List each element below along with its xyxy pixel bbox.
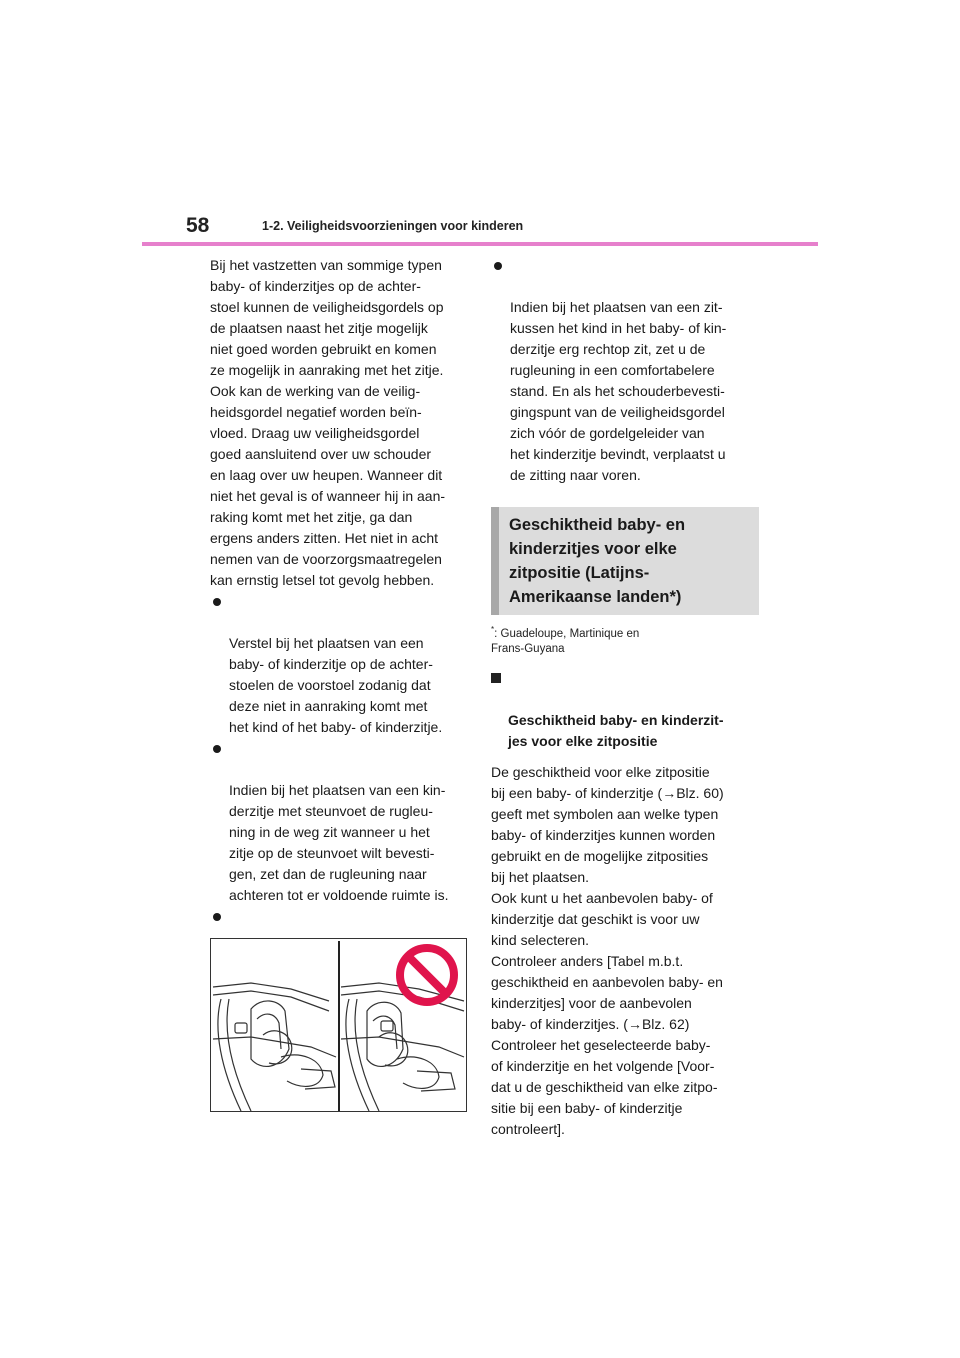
footnote-marker: * [491, 625, 495, 634]
footnote-text: : Guadeloupe, Martinique en Frans-Guyana [491, 627, 640, 655]
subheading [491, 668, 761, 752]
square-bullet-icon [491, 673, 501, 683]
footnote [491, 622, 761, 657]
bullet-item [210, 591, 470, 738]
bullet-dot-icon [213, 745, 221, 753]
header-rule [142, 242, 818, 246]
bullet-text: Indien bij het plaatsen van een zit- kussen het kind in het baby- of kin- derzitje erg rechtop zit, zet u de rugleuning in een comfortabelere stand. En als het schouderbevesti- gingspunt van de veiligheidsgordel zich vóór de gordelgeleider van het kinderzitje bevindt, verplaatst u de zitting naar voren. [510, 299, 727, 483]
bullet-text: Verstel bij het plaatsen van een baby- of kinderzitje op de achter- stoelen de voorstoel zodanig dat deze niet in aanraking komt met het kind of het baby- of kinderzitje. [229, 635, 443, 735]
illustration-svg [211, 939, 466, 1111]
intro-paragraph: Bij het vastzetten van sommige typen baby- of kinderzitjes op de achter- stoel kunnen de veiligheidsgordels op de plaatsen naast het zitje mogelijk niet goed worden gebruikt en komen ze mogelijk in aanraking met het zitje. Ook kan de werking van de veilig- heidsgordel negatief worden beïn- vloed. Draag uw veiligheidsgordel goed aansluitend over uw schouder en laag over uw heupen. Wanneer dit niet het geval is of wanneer hij in aan- raking komt met het zitje, ga dan ergens anders zitten. Het niet in acht nemen van de voorzorgsmaatregelen kan ernstig letsel tot gevolg hebben. [210, 257, 446, 588]
right-column [491, 255, 761, 1140]
bullet-dot-icon [213, 913, 221, 921]
left-column [210, 255, 470, 1053]
section-title: 1-2. Veiligheidsvoorzieningen voor kinderen [262, 219, 524, 233]
body-paragraph: De geschiktheid voor elke zitpositie bij een baby- of kinderzitje (→Blz. 60) geeft met symbolen aan welke typen baby- of kinderzitjes kunnen worden gebruikt en de mogelijke zitposities bij het plaatsen. Ook kunt u het aanbevolen baby- of kinderzitje dat geschikt is voor uw kind selecteren. Controleer anders [Tabel m.b.t. geschiktheid en aanbevolen baby- en kinderzitjes] voor de aanbevolen baby- of kinderzitjes. (→Blz. 62) Controleer het geselecteerde baby- of kinderzitje en het volgende [Voor- dat u de geschiktheid van elke zitpo- sitie bij een baby- of kinderzitje controleert]. [491, 763, 724, 1137]
bullet-text: Indien bij het plaatsen van een kin- derzitje met steunvoet de rugleu- ning in de weg zit wanneer u het zitje op de steunvoet wilt bevesti- gen, zet dan de rugleuning naar achteren tot er voldoende ruimte is. [229, 782, 449, 903]
bullet-item [210, 738, 470, 906]
left-panel-correct [213, 983, 336, 1111]
section-heading: Geschiktheid baby- en kinderzitjes voor elke zitpositie (Latijns- Amerikaanse landen*) [491, 507, 759, 615]
page-number: 58 [186, 214, 210, 237]
right-panel-incorrect [341, 983, 464, 1111]
subheading-text: Geschiktheid baby- en kinderzit- jes voor elke zitpositie [508, 711, 724, 749]
bullet-dot-icon [494, 262, 502, 270]
bullet-item [491, 255, 761, 486]
child-seat-illustration [210, 938, 467, 1112]
prohibition-icon [400, 948, 454, 1002]
bullet-dot-icon [213, 598, 221, 606]
